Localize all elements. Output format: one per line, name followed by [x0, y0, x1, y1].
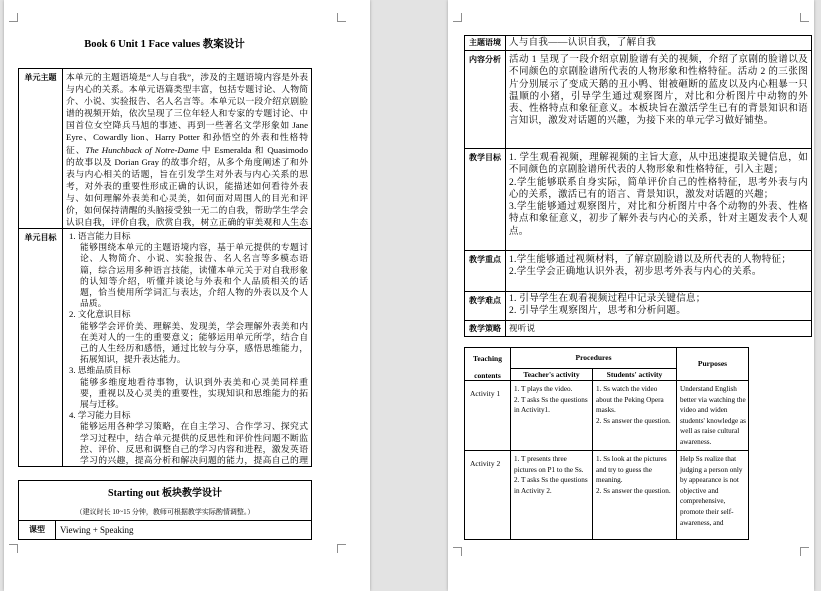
info-label-context: 主题语境 [469, 38, 501, 47]
header-cell-students[interactable] [593, 369, 677, 381]
header-cell-teacher[interactable] [511, 369, 593, 381]
info-label-cell[interactable] [465, 36, 506, 51]
goal-heading-culture: 2. 文化意识目标 [69, 309, 131, 320]
info-row-content-analysis [465, 51, 812, 149]
unit-theme-text [66, 71, 308, 228]
book-title-italic: The Hunchback of Notre-Dame [85, 144, 199, 155]
activity-name: Activity 2 [470, 459, 501, 468]
margin-mark-bottom-left [453, 547, 462, 556]
goal-text-learning: 能够运用各种学习策略，在自主学习、合作学习、探究式学习过程中，结合单元提供的反思性和评价性问题不断监控、评价、反思和调整自己的学习内容和进程，激发英语学习的兴趣，提高分析和解决问题的能力，提高自己的理 [80, 421, 308, 466]
student-step: 2. Ss answer the question. [596, 486, 671, 495]
starting-out-table [18, 480, 312, 540]
document-title: Book 6 Unit 1 Face values 教案设计 [84, 39, 245, 50]
difficulty-item: 1. 引导学生在观看视频过程中记录关键信息； [509, 294, 706, 304]
info-label-cell[interactable] [465, 321, 506, 337]
unit-goals-label-cell[interactable] [19, 229, 63, 467]
teacher-activity-cell[interactable] [511, 381, 593, 451]
procedure-row-activity-2 [465, 451, 749, 540]
section-duration-note: （建议时长 10~15 分钟，教师可根据教学实际酌情调整。） [75, 508, 255, 516]
student-step: 1. Ss watch the video about the Peking Opera masks. [596, 385, 664, 415]
info-content-cell[interactable] [506, 36, 812, 51]
info-label-cell[interactable] [465, 149, 506, 251]
header-teacher-activity: Teacher's activity [523, 370, 580, 379]
purpose-text: Help Ss realize that judging a person only by appearance is not objective and comprehensive, promote their self-awareness, and [680, 455, 743, 527]
info-content-cell[interactable] [506, 149, 812, 251]
activity-name-cell[interactable] [465, 381, 511, 451]
student-step: 2. Ss answer the question. [596, 416, 671, 425]
procedure-header-row [465, 348, 749, 369]
key-point-item: 1.学生能够通过视频材料，了解京剧脸谱以及所代表的人物特征； [509, 255, 792, 265]
purpose-text: Understand English better via watching the video and widen students' knowledge as well as raise cultural awareness. [680, 385, 746, 446]
procedure-table [464, 347, 749, 540]
info-label-cell[interactable] [465, 251, 506, 292]
margin-mark-bottom-left [9, 544, 18, 553]
info-content-cell[interactable] [506, 321, 812, 337]
objective-item: 3.学生能够通过观察图片，对比和分析图片中各个动物的外表、性格特点和象征意义，初步了解外表与内心的关系，针对主题发表个人观点。 [509, 202, 808, 237]
margin-mark-top-right [800, 13, 809, 22]
unit-theme-text-part-b: 中 Esmeralda 和 Quasimodo 的故事以及 Dorian Gray 的故事介绍，从多个角度阐述了和外表与内心相关的话题，旨在引发学生对外表与内心关系的思考，对外表的重要性形成正确的认识，能描述如何看待外表与、如何理解外表美和心灵美，如何面对周围人的目光和评价，如何保持清醒的头脑接受独一无二的自我，帮助学生学会认识自我，评价自我，欣赏自我，树立正确的审美观和人生态 [66, 144, 308, 228]
margin-mark-bottom-right [800, 547, 809, 556]
starting-out-header-cell[interactable] [19, 481, 312, 521]
teacher-activity-cell[interactable] [511, 451, 593, 540]
info-label-cell[interactable] [465, 51, 506, 149]
lesson-type-value: Viewing + Speaking [60, 525, 134, 535]
unit-theme-label: 单元主题 [24, 73, 57, 82]
header-teaching-contents: Teaching contents [473, 354, 502, 380]
difficulty-item: 2. 引导学生观察图片，思考和分析问题。 [509, 306, 687, 317]
goal-heading-learning: 4. 学习能力目标 [69, 410, 131, 421]
lesson-info-table [464, 35, 812, 337]
purpose-cell[interactable] [677, 381, 749, 451]
info-label-cell[interactable] [465, 292, 506, 321]
info-label-difficulties: 教学难点 [469, 296, 501, 305]
purpose-cell[interactable] [677, 451, 749, 540]
activity-name-cell[interactable] [465, 451, 511, 540]
starting-out-header-row [19, 481, 312, 521]
header-cell-purposes[interactable] [677, 348, 749, 381]
goal-text-thinking: 能够多维度地看待事物，认识到外表美和心灵美同样重要，重视以及心灵美的重要性，实现知识和思维能力的拓展与迁移。 [80, 376, 308, 410]
info-text-strategy: 视听说 [509, 323, 536, 333]
unit-goals-content-cell[interactable] [63, 229, 312, 467]
header-cell-contents[interactable] [465, 348, 511, 381]
section-title: Starting out 板块教学设计 [108, 488, 222, 499]
unit-theme-label-cell[interactable] [19, 69, 63, 229]
objective-item: 2.学生能够联系自身实际，简单评价自己的性格特征，思考外表与内心的关系，激活已有的语言、背景知识，激发对话题的兴趣； [509, 177, 808, 200]
procedure-row-activity-1 [465, 381, 749, 451]
header-cell-procedures[interactable] [511, 348, 677, 369]
header-procedures: Procedures [575, 353, 612, 362]
objective-item: 1. 学生观看视频，理解视频的主旨大意，从中迅速提取关键信息，如不同颜色的京剧脸谱所代表的人物形象和性格特征，引入主题； [509, 153, 808, 176]
unit-goals-row [19, 229, 312, 467]
teacher-step: 1. T presents three pictures on P1 to the Ss. [514, 455, 584, 474]
margin-mark-top-left [453, 13, 462, 22]
lesson-type-value-cell[interactable] [56, 521, 312, 540]
info-label-objectives: 教学目标 [469, 153, 501, 162]
info-content-cell[interactable] [506, 251, 812, 292]
header-students-activity: Students' activity [606, 370, 663, 379]
activity-name: Activity 1 [470, 389, 501, 398]
students-activity-cell[interactable] [593, 381, 677, 451]
margin-mark-bottom-right [337, 544, 346, 553]
info-content-cell[interactable] [506, 292, 812, 321]
goal-heading-language: 1. 语言能力目标 [69, 231, 131, 241]
teacher-step: 1. T plays the video. [514, 385, 573, 393]
header-purposes: Purposes [697, 359, 728, 368]
info-content-cell[interactable] [506, 51, 812, 149]
unit-goals-label: 单元目标 [24, 233, 57, 242]
margin-mark-top-left [9, 13, 18, 22]
goal-heading-thinking: 3. 思维品质目标 [69, 365, 131, 376]
info-row-key-points [465, 251, 812, 292]
info-row-objectives [465, 149, 812, 251]
info-label-key-points: 教学重点 [469, 255, 501, 264]
info-row-difficulties [465, 292, 812, 321]
lesson-type-label: 课型 [29, 525, 45, 534]
info-label-strategy: 教学策略 [469, 324, 501, 333]
unit-overview-table [18, 68, 312, 467]
unit-theme-text-part-a: 本单元的主题语境是“人与自我”，涉及的主题语境内容是外表与内心的关系。本单元语篇类型丰富，包括专题讨论、人物简介、小说、实验报告、名人名言等。本单元以一段介绍京剧脸谱的视频开始，依次呈现了三位年轻人和专家的专题讨论、中国首位女空降兵马旭的事迹、再到一些著名文学形象如 Jane Eyre、Cowardly lion、Harry Potter 和孙悟空的外表和性格特征、 [66, 72, 308, 155]
goal-text-culture: 能够学会评价美、理解美、发现美，学会理解外表美和内在美对人的一生的重要意义；能够运用单元所学，结合自己的人生经历和感悟，通过比较与分享，感悟思维能力，拓展知识，提升表达能力。 [80, 320, 308, 365]
unit-theme-content-cell[interactable] [63, 69, 312, 229]
goal-text-language: 能够围绕本单元的主题语境内容，基于单元提供的专题讨论、人物简介、小说、实验报告、名人名言等多模态语篇，综合运用多种语言技能，读懂本单元关于对自我形象的认知等介绍，听懂并谈论与外表和个人品质相关的话题，恰当使用所学词汇与表达，介绍人物的外表以及个人品质。 [80, 242, 308, 309]
info-row-context [465, 36, 812, 51]
info-text-content-analysis: 活动 1 呈现了一段介绍京剧脸谱有关的视频，介绍了京剧的脸谱以及不同颜色的京剧脸谱所代表的人物形象和性格特征。活动 2 的三张图片分别展示了变成天鹅的丑小鸭、钳被砸断的蓝皮以及内心粗暴一只温顺的小猪，引导学生通过观察图片，对比和分析图片中动物的外表、性格特点和象征意义。本板块旨在激活学生已有的背景知识和语言知识，激发对话题的兴趣，为接下来的单元学习做好铺垫。 [509, 55, 808, 127]
info-row-strategy [465, 321, 812, 337]
students-activity-cell[interactable] [593, 451, 677, 540]
margin-mark-top-right [337, 13, 346, 22]
info-label-content-analysis: 内容分析 [469, 55, 501, 64]
info-text-context: 人与自我——认识自我，了解自我 [509, 38, 657, 48]
unit-theme-row [19, 69, 312, 229]
document-page-right[interactable] [448, 0, 814, 591]
teacher-step: 2. T asks Ss the questions in Activity 2. [514, 476, 588, 495]
document-page-left[interactable] [4, 0, 370, 591]
student-step: 1. Ss look at the pictures and try to guess the meaning. [596, 455, 667, 485]
lesson-type-row [19, 521, 312, 540]
teacher-step: 2. T asks Ss the questions in Activity1. [514, 395, 588, 415]
key-point-item: 2.学生学会正确地认识外表，初步思考外表与内心的关系。 [509, 267, 762, 278]
lesson-type-label-cell[interactable] [19, 521, 56, 540]
